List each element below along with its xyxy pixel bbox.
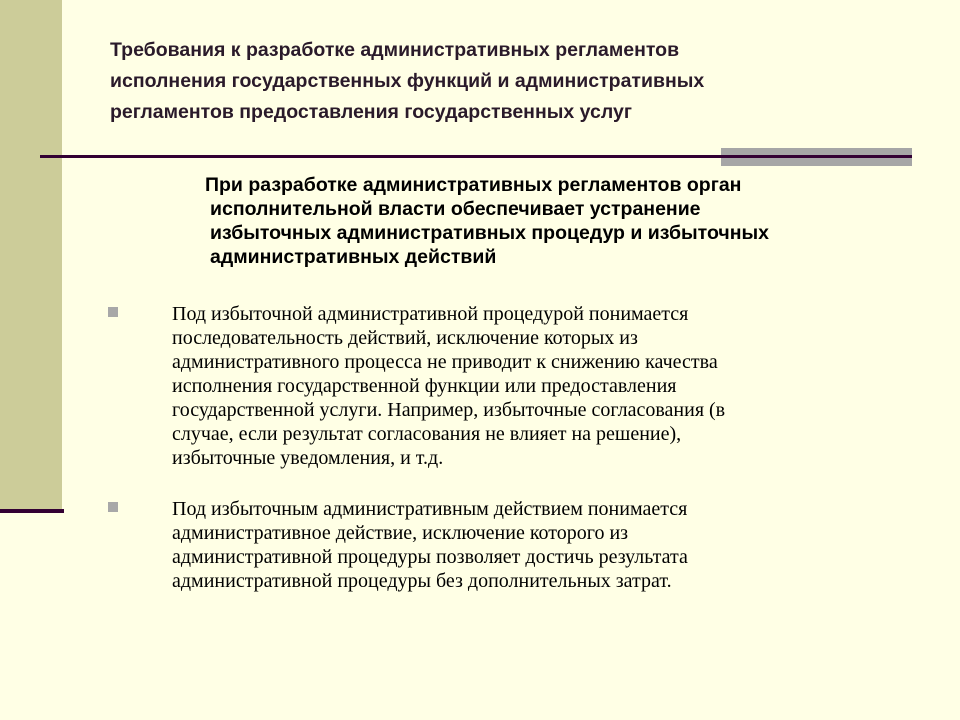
bullet-line: исполнения государственной функции или предоставления xyxy=(172,375,677,397)
bullet-text xyxy=(172,497,852,593)
side-accent-bar xyxy=(0,0,62,510)
square-bullet-icon xyxy=(108,502,118,512)
slide-title xyxy=(110,35,870,128)
intro-line: исполнительной власти обеспечивает устранение xyxy=(210,198,701,220)
bullet-line: Под избыточным административным действием понимается xyxy=(172,498,688,520)
bullet-line: административной процедуры позволяет достичь результата xyxy=(172,546,688,568)
bullet-line: Под избыточной административной процедурой понимается xyxy=(172,303,689,325)
bullet-line: административной процедуры без дополнительных затрат. xyxy=(172,570,672,592)
bullet-line: административного процесса не приводит к снижению качества xyxy=(172,351,718,373)
title-rule-accent-line xyxy=(721,155,912,158)
intro-line: административных действий xyxy=(210,246,497,268)
bullet-line: случае, если результат согласования не влияет на решение), xyxy=(172,423,682,445)
intro-line: избыточных административных процедур и избыточных xyxy=(210,222,769,244)
bullet-line: избыточные уведомления, и т.д. xyxy=(172,447,444,469)
slide-title-line: исполнения государственных функций и административных xyxy=(110,70,705,92)
slide-title-line: регламентов предоставления государственных услуг xyxy=(110,101,632,123)
side-accent-bar-underline xyxy=(0,509,64,513)
intro-line: При разработке административных регламентов орган xyxy=(205,174,742,196)
bullet-text xyxy=(172,302,852,470)
bullet-line: последовательность действий, исключение которых из xyxy=(172,327,638,349)
slide-title-line: Требования к разработке административных регламентов xyxy=(110,39,680,61)
bullet-line: административное действие, исключение которого из xyxy=(172,522,629,544)
bullet-line: государственной услуги. Например, избыточные согласования (в xyxy=(172,399,726,421)
intro-paragraph xyxy=(200,173,900,269)
bullet-item xyxy=(108,497,928,597)
bullet-item xyxy=(108,302,928,472)
square-bullet-icon xyxy=(108,307,118,317)
